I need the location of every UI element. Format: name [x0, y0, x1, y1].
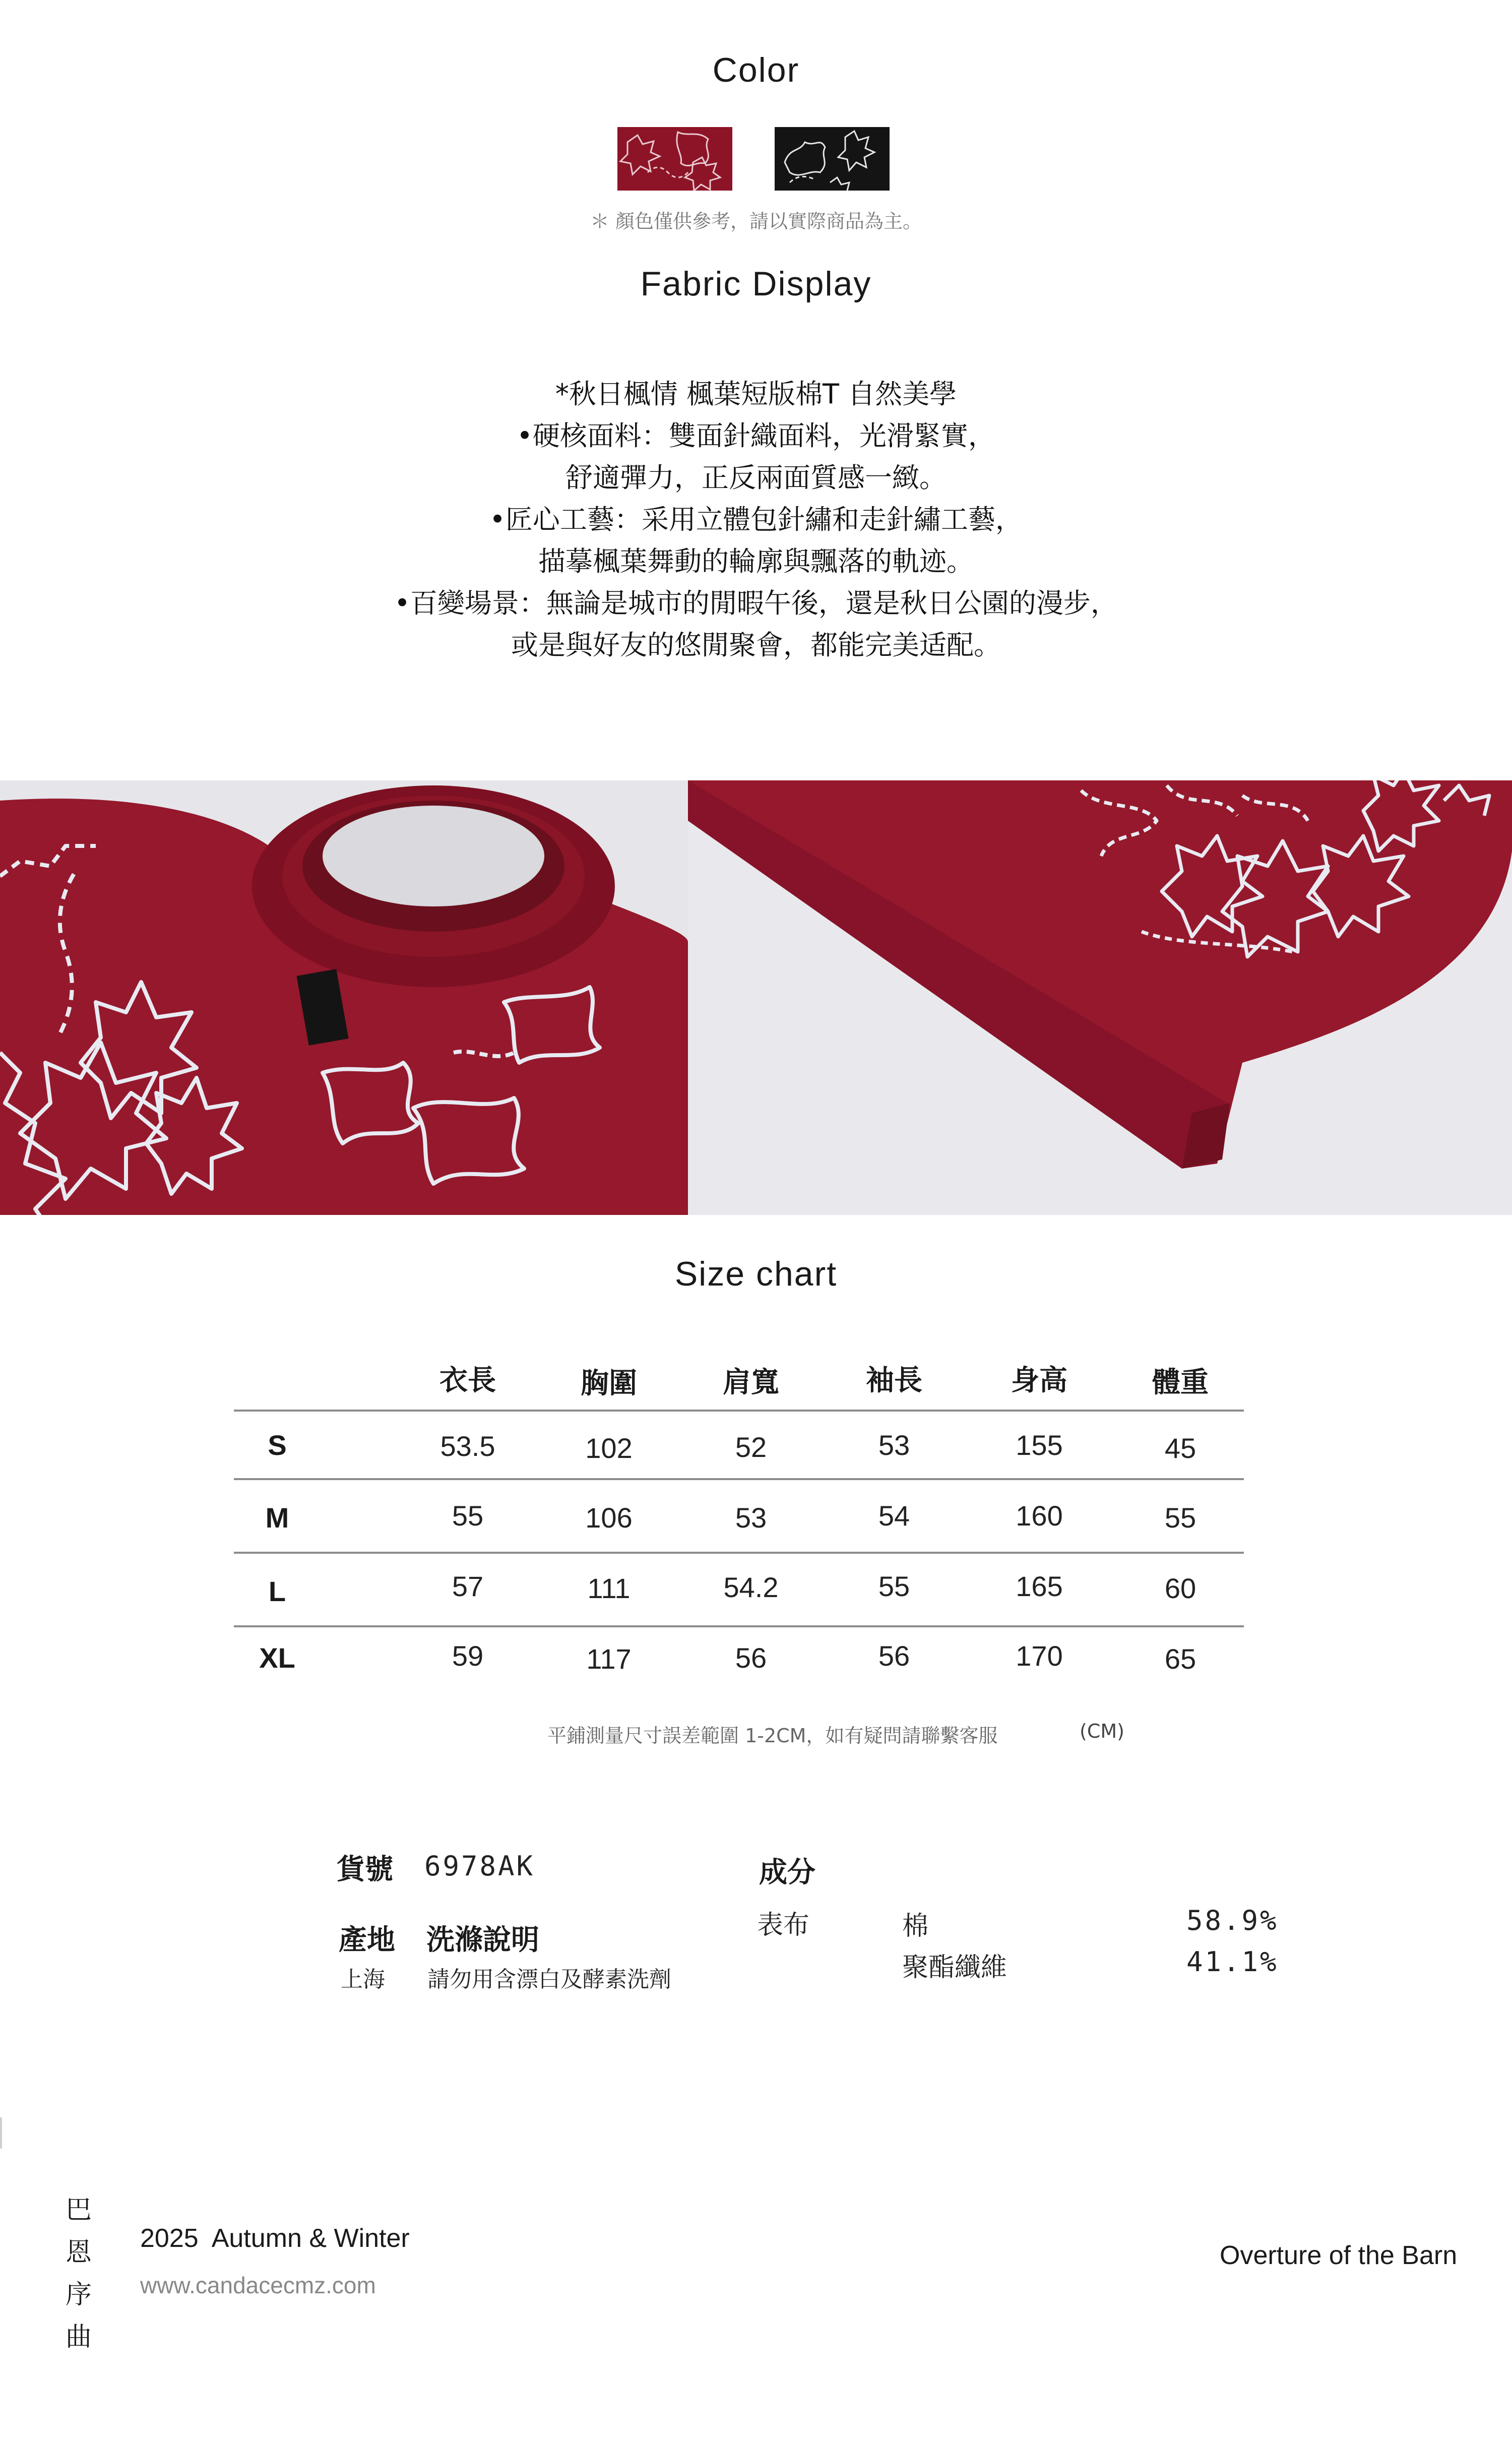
table-cell: 160: [1016, 1500, 1063, 1532]
color-swatch-red[interactable]: [617, 127, 732, 191]
fabric-desc-line-6: •百變場景：無論是城市的閒暇午後，還是秋日公園的漫步，: [394, 587, 1118, 619]
fabric-desc-line-4: •匠心工藝：采用立體包針繡和走針繡工藝，: [489, 504, 1023, 535]
fabric-desc-line-5: 描摹楓葉舞動的輪廓與飄落的軌迹。: [538, 545, 974, 577]
table-cell: 165: [1016, 1570, 1063, 1602]
season-label: 2025 Autumn & Winter: [140, 2224, 410, 2253]
table-cell: 56: [878, 1640, 910, 1672]
brand-char: 巴: [65, 2195, 92, 2225]
color-title: Color: [712, 51, 800, 89]
collar-detail-photo: [0, 780, 688, 1215]
material-name: 棉: [902, 1911, 929, 1941]
table-cell: 59: [452, 1640, 484, 1672]
website-link[interactable]: www.candacecmz.com: [140, 2272, 376, 2298]
table-cell: 53: [878, 1429, 910, 1461]
wash-label: 洗滌說明: [426, 1924, 539, 1957]
brand-char: 曲: [65, 2322, 92, 2352]
origin-value: 上海: [341, 1967, 385, 1992]
size-unit: (CM): [1080, 1720, 1124, 1742]
table-cell: 57: [452, 1570, 484, 1602]
table-cell: 53.5: [440, 1430, 495, 1462]
table-cell: 111: [587, 1572, 631, 1604]
table-divider: [234, 1478, 1244, 1480]
fabric-display-title: Fabric Display: [640, 265, 872, 303]
size-header-height: 身高: [1011, 1364, 1067, 1397]
brand-char: 序: [65, 2280, 92, 2310]
fabric-description: [0, 373, 1512, 666]
table-cell: 45: [1164, 1432, 1196, 1464]
material-name: 聚酯纖維: [902, 1952, 1007, 1983]
table-cell: 55: [878, 1570, 910, 1602]
fabric-desc-line-2: •硬核面料：雙面針織面料，光滑緊實，: [517, 420, 995, 452]
table-cell: 55: [1164, 1502, 1196, 1534]
size-chart-title: Size chart: [674, 1255, 838, 1293]
size-label-m: M: [265, 1502, 289, 1534]
table-cell: 54: [878, 1500, 910, 1532]
item-number-label: 貨號: [337, 1853, 393, 1886]
table-cell: 102: [585, 1432, 633, 1464]
table-cell: 53: [735, 1502, 767, 1534]
edge-marker: [0, 2117, 2, 2149]
composition-label: 成分: [759, 1856, 815, 1889]
table-cell: 60: [1164, 1572, 1196, 1604]
shell-fabric-label: 表布: [757, 1910, 810, 1940]
size-measure-note: 平鋪測量尺寸誤差範圍 1-2CM，如有疑問請聯繫客服: [547, 1725, 998, 1747]
brand-vertical-name: [64, 2189, 94, 2358]
table-cell: 54.2: [723, 1571, 779, 1603]
table-divider: [234, 1410, 1244, 1412]
table-cell: 117: [586, 1643, 632, 1675]
table-cell: 170: [1016, 1640, 1063, 1672]
table-divider: [234, 1552, 1244, 1554]
fabric-desc-line-7: 或是與好友的悠閒聚會，都能完美适配。: [511, 629, 1001, 661]
table-divider: [234, 1625, 1244, 1627]
hem-detail-photo: [688, 780, 1512, 1215]
fabric-desc-line-1: *秋日楓情 楓葉短版棉T 自然美學: [555, 378, 957, 410]
size-header-sleeve: 袖長: [866, 1364, 922, 1397]
table-cell: 65: [1164, 1643, 1196, 1675]
color-note: ＊ 顏色僅供參考，請以實際商品為主。: [590, 210, 922, 232]
fabric-desc-line-3: 舒適彈力，正反兩面質感一緻。: [565, 462, 947, 494]
size-label-l: L: [268, 1575, 286, 1607]
wash-value: 請勿用含漂白及酵素洗劑: [427, 1967, 671, 1992]
table-cell: 55: [452, 1500, 484, 1532]
size-label-s: S: [268, 1429, 287, 1461]
table-cell: 52: [735, 1431, 767, 1463]
size-header-chest: 胸圍: [581, 1367, 637, 1400]
brand-char: 恩: [65, 2237, 92, 2268]
size-header-weight: 體重: [1152, 1366, 1209, 1399]
item-number: 6978AK: [424, 1850, 535, 1882]
size-header-shoulder: 肩寬: [723, 1366, 779, 1399]
table-cell: 56: [735, 1642, 767, 1674]
size-header-length: 衣長: [439, 1364, 496, 1397]
material-percent: 58.9%: [1186, 1905, 1279, 1936]
material-percent: 41.1%: [1186, 1946, 1279, 1978]
collection-name: Overture of the Barn: [1220, 2241, 1458, 2270]
origin-label: 產地: [339, 1924, 395, 1957]
table-cell: 106: [585, 1502, 633, 1534]
table-cell: 155: [1016, 1429, 1063, 1461]
size-label-xl: XL: [259, 1642, 295, 1674]
color-swatch-black[interactable]: [775, 127, 890, 191]
